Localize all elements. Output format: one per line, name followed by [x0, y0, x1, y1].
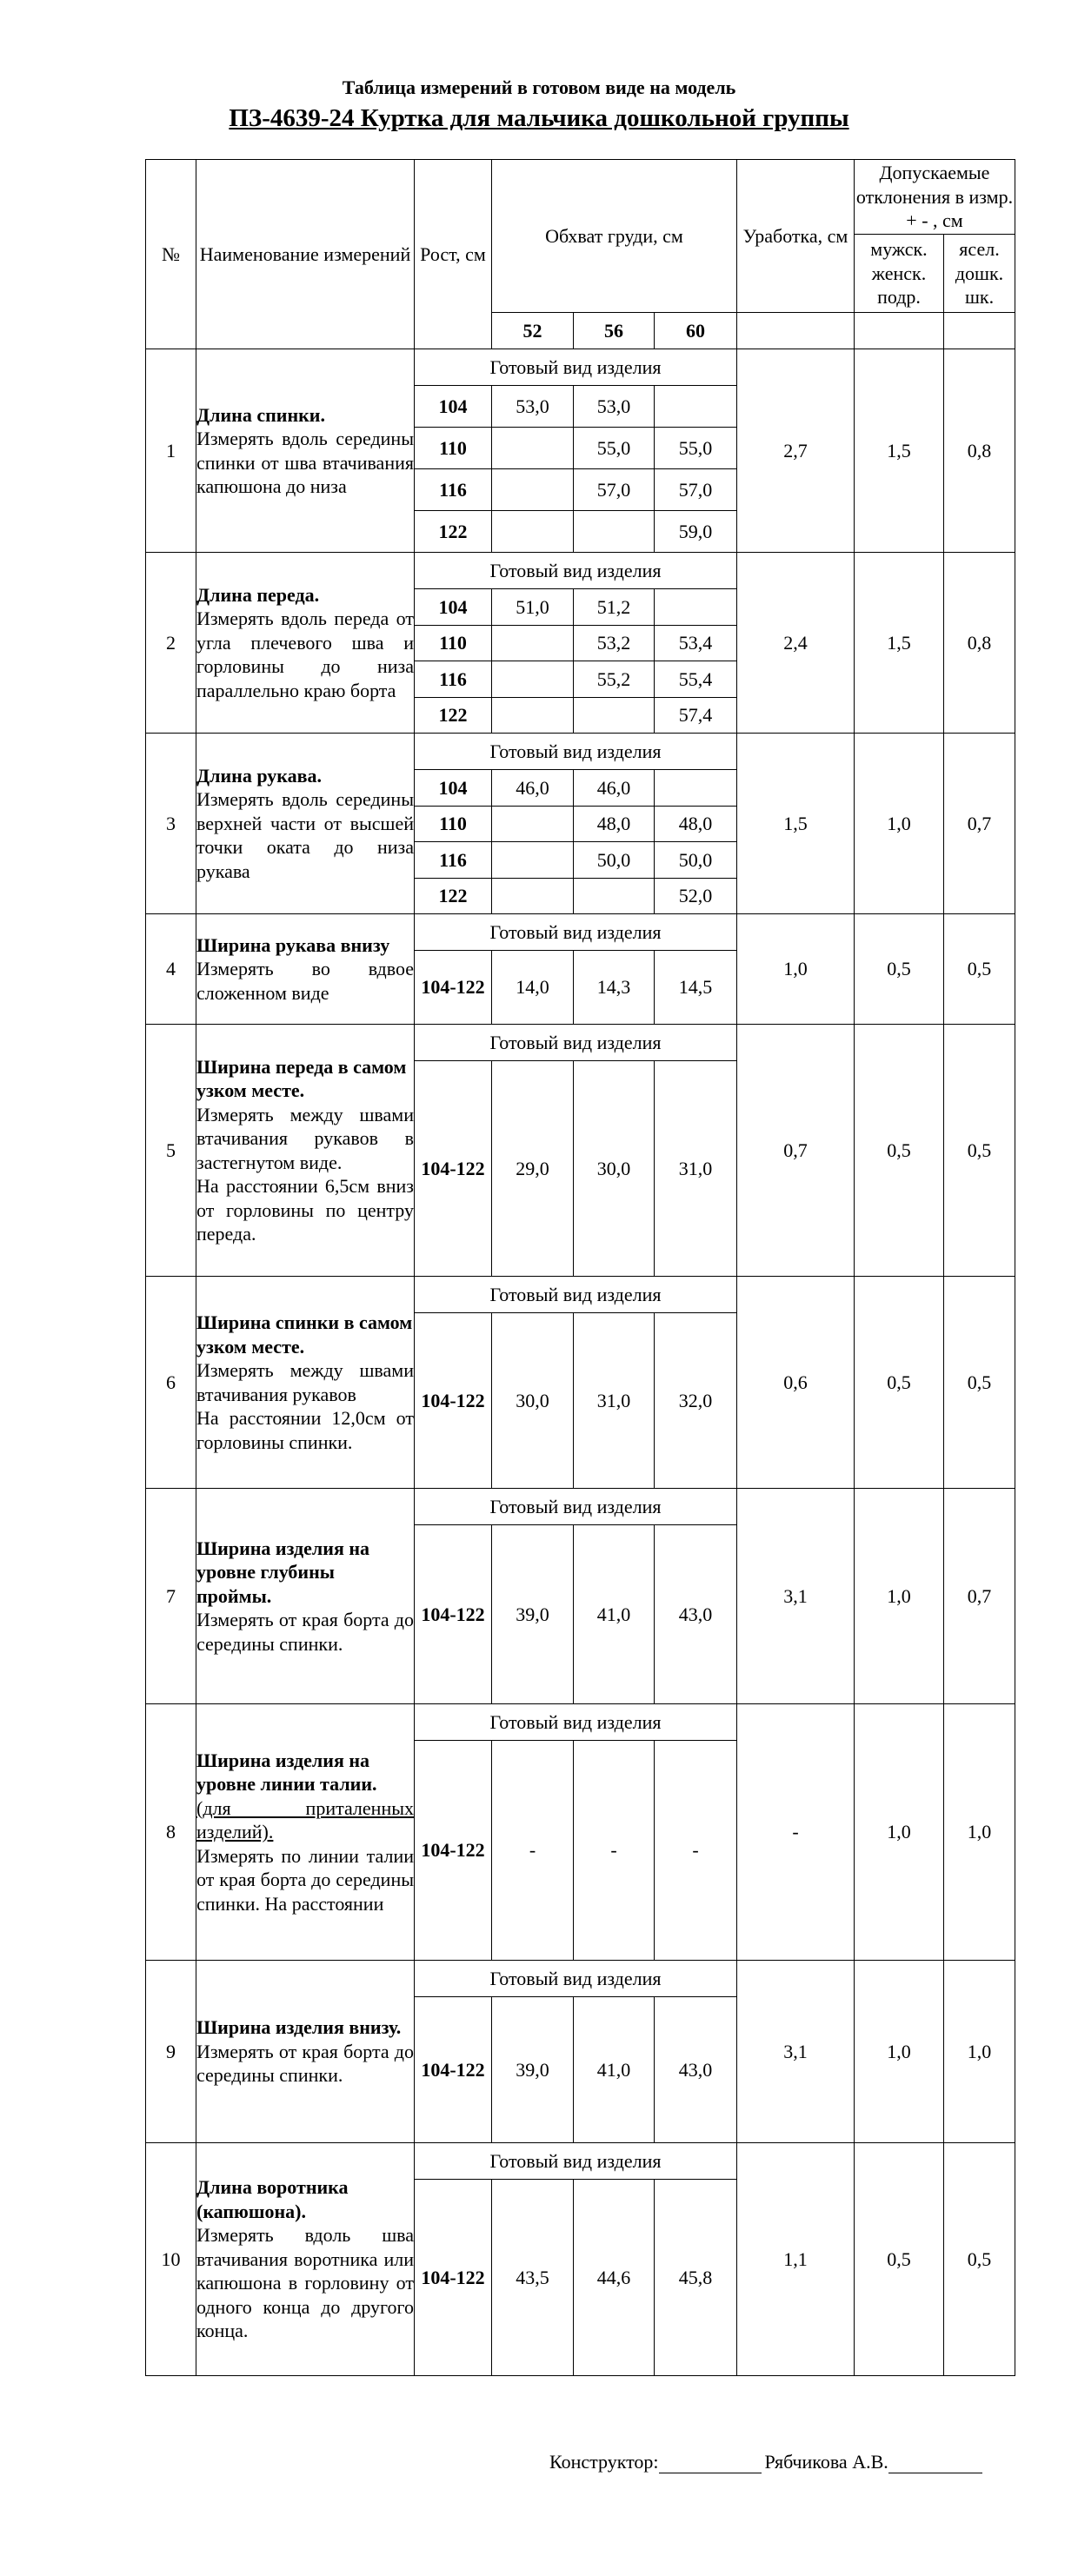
measurement-description [196, 1961, 415, 2143]
deviation-child-value: 0,7 [944, 734, 1015, 914]
deviation-child-value: 0,7 [944, 1489, 1015, 1704]
header-deviations: Допускаемые отклонения в измр. + - , см [855, 160, 1015, 235]
header-num: № [146, 160, 196, 349]
height-size: 110 [415, 625, 492, 661]
ready-product-label: Готовый вид изделия [415, 1277, 737, 1313]
deviation-adult-value: 1,5 [855, 553, 944, 734]
header-dev-child: ясел. дошк. шк. [944, 235, 1015, 313]
header-filler [855, 313, 944, 349]
measurement-value [574, 697, 655, 734]
measurement-value: - [492, 1741, 574, 1961]
measurement-value: 51,2 [574, 589, 655, 626]
ready-product-label: Готовый вид изделия [415, 1961, 737, 1997]
measurement-value: 30,0 [492, 1313, 574, 1489]
measurement-value [492, 842, 574, 879]
height-size: 110 [415, 806, 492, 842]
height-size: 116 [415, 469, 492, 511]
urabotka-value: - [737, 1704, 855, 1961]
measurement-value: 46,0 [492, 770, 574, 807]
measurement-instructions: Измерять по линии талии от края борта до середины спинки. На расстоянии [196, 1844, 414, 1915]
chest-size-56: 56 [574, 313, 655, 349]
table-row [146, 349, 1015, 386]
measurement-value: 57,4 [655, 697, 737, 734]
measurement-description [196, 734, 415, 914]
measurement-description [196, 2143, 415, 2376]
height-size: 110 [415, 428, 492, 469]
measurement-value [492, 428, 574, 469]
ready-product-label: Готовый вид изделия [415, 2143, 737, 2180]
measurement-value: - [655, 1741, 737, 1961]
measurement-value: 31,0 [574, 1313, 655, 1489]
header-name: Наименование измерений [196, 160, 415, 349]
table-row [146, 1025, 1015, 1061]
measurement-value: 30,0 [574, 1061, 655, 1277]
measurement-value: 55,0 [574, 428, 655, 469]
measurement-value [492, 625, 574, 661]
measurement-description [196, 1489, 415, 1704]
header-filler [737, 313, 855, 349]
deviation-adult-value: 0,5 [855, 1277, 944, 1489]
measurement-instructions: Измерять вдоль середины верхней части от высшей точки оката до низа рукава [196, 788, 414, 882]
table-row [146, 734, 1015, 770]
ready-product-label: Готовый вид изделия [415, 1025, 737, 1061]
measurement-value: 48,0 [574, 806, 655, 842]
measurement-note: (для приталенных изделий). [196, 1796, 414, 1843]
deviation-adult-value: 1,0 [855, 1489, 944, 1704]
measurement-value [574, 878, 655, 914]
table-row [146, 553, 1015, 589]
measurement-value: 59,0 [655, 511, 737, 553]
deviation-adult-value: 0,5 [855, 2143, 944, 2376]
row-number: 7 [146, 1489, 196, 1704]
measurements-table [145, 159, 1015, 2376]
measurement-value: 43,0 [655, 1997, 737, 2143]
measurement-name: Длина переда. [196, 583, 320, 606]
deviation-child-value: 0,5 [944, 2143, 1015, 2376]
urabotka-value: 0,6 [737, 1277, 855, 1489]
measurement-name: Ширина изделия на уровне линии талии. [196, 1749, 377, 1796]
height-size: 116 [415, 661, 492, 698]
urabotka-value: 1,1 [737, 2143, 855, 2376]
measurement-value: 41,0 [574, 1525, 655, 1704]
height-size: 104-122 [415, 1997, 492, 2143]
urabotka-value: 3,1 [737, 1489, 855, 1704]
deviation-child-value: 0,5 [944, 1025, 1015, 1277]
measurement-name: Ширина спинки в самом узком месте. [196, 1311, 413, 1358]
measurement-instructions: Измерять вдоль шва втачивания воротника или капюшона в горловину от одного конца до другого конца. [196, 2224, 414, 2342]
constructor-label: Конструктор: [549, 2451, 659, 2473]
deviation-adult-value: 1,0 [855, 734, 944, 914]
header-chest: Обхват груди, см [492, 160, 737, 313]
measurement-value [492, 661, 574, 698]
measurement-value [574, 511, 655, 553]
measurement-value: 45,8 [655, 2180, 737, 2376]
measurement-name: Длина рукава. [196, 764, 322, 787]
table-row [146, 1489, 1015, 1525]
measurement-instructions: Измерять от края борта до середины спинки. [196, 1609, 414, 1655]
measurement-name: Ширина рукава внизу [196, 933, 390, 956]
deviation-child-value: 1,0 [944, 1704, 1015, 1961]
table-row [146, 1704, 1015, 1741]
measurement-description [196, 1277, 415, 1489]
ready-product-label: Готовый вид изделия [415, 914, 737, 951]
height-size: 104 [415, 770, 492, 807]
height-size: 104-122 [415, 951, 492, 1025]
ready-product-label: Готовый вид изделия [415, 349, 737, 386]
row-number: 3 [146, 734, 196, 914]
height-size: 104 [415, 589, 492, 626]
measurement-description [196, 914, 415, 1025]
table-row [146, 2143, 1015, 2180]
signature-blank [659, 2453, 762, 2473]
measurement-value: 29,0 [492, 1061, 574, 1277]
urabotka-value: 2,4 [737, 553, 855, 734]
urabotka-value: 1,5 [737, 734, 855, 914]
row-number: 10 [146, 2143, 196, 2376]
measurement-value [655, 770, 737, 807]
row-number: 4 [146, 914, 196, 1025]
row-number: 2 [146, 553, 196, 734]
urabotka-value: 2,7 [737, 349, 855, 553]
measurement-name: Ширина изделия внизу. [196, 2016, 402, 2039]
table-row [146, 1961, 1015, 1997]
measurement-value: 52,0 [655, 878, 737, 914]
height-size: 104 [415, 386, 492, 428]
measurement-value: 46,0 [574, 770, 655, 807]
measurement-instructions-extra: На расстоянии 12,0см от горловины спинки. [196, 1407, 414, 1453]
height-size: 122 [415, 511, 492, 553]
deviation-adult-value: 1,5 [855, 349, 944, 553]
measurement-name: Ширина изделия на уровне глубины проймы. [196, 1537, 370, 1607]
measurement-instructions: Измерять между швами втачивания рукавов в застегнутом виде. [196, 1103, 414, 1173]
measurement-instructions: Измерять между швами втачивания рукавов [196, 1359, 414, 1405]
measurement-value: 53,0 [492, 386, 574, 428]
measurement-value: 53,0 [574, 386, 655, 428]
ready-product-label: Готовый вид изделия [415, 734, 737, 770]
measurement-value [492, 806, 574, 842]
measurement-value: 39,0 [492, 1525, 574, 1704]
measurement-value: - [574, 1741, 655, 1961]
measurement-value: 48,0 [655, 806, 737, 842]
measurement-value: 44,6 [574, 2180, 655, 2376]
measurement-description [196, 1704, 415, 1961]
height-size: 104-122 [415, 1525, 492, 1704]
measurement-value: 57,0 [574, 469, 655, 511]
ready-product-label: Готовый вид изделия [415, 1489, 737, 1525]
header-urabotka: Уработка, см [737, 160, 855, 313]
urabotka-value: 0,7 [737, 1025, 855, 1277]
measurement-description [196, 1025, 415, 1277]
table-row [146, 914, 1015, 951]
height-size: 116 [415, 842, 492, 879]
header-filler [944, 313, 1015, 349]
measurement-instructions: Измерять вдоль переда от угла плечевого шва и горловины до низа параллельно краю борта [196, 607, 414, 701]
measurement-value [655, 589, 737, 626]
deviation-child-value: 0,8 [944, 553, 1015, 734]
measurement-value: 31,0 [655, 1061, 737, 1277]
urabotka-value: 3,1 [737, 1961, 855, 2143]
measurement-value: 55,4 [655, 661, 737, 698]
measurement-name: Длина спинки. [196, 403, 325, 426]
measurement-value: 53,2 [574, 625, 655, 661]
deviation-adult-value: 1,0 [855, 1961, 944, 2143]
measurement-description [196, 553, 415, 734]
measurement-instructions: Измерять от края борта до середины спинки. [196, 2040, 414, 2087]
measurement-value: 50,0 [655, 842, 737, 879]
measurement-value [492, 878, 574, 914]
measurement-value: 55,2 [574, 661, 655, 698]
deviation-child-value: 0,5 [944, 914, 1015, 1025]
document-title: Таблица измерений в готовом виде на модель [342, 76, 736, 98]
chest-size-60: 60 [655, 313, 737, 349]
measurement-value: 53,4 [655, 625, 737, 661]
ready-product-label: Готовый вид изделия [415, 553, 737, 589]
measurement-instructions: Измерять во вдвое сложенном виде [196, 958, 414, 1004]
measurement-value: 14,0 [492, 951, 574, 1025]
measurement-value: 43,0 [655, 1525, 737, 1704]
measurement-value: 43,5 [492, 2180, 574, 2376]
measurement-name: Ширина переда в самом узком месте. [196, 1055, 407, 1101]
measurement-value: 14,5 [655, 951, 737, 1025]
measurement-value: 32,0 [655, 1313, 737, 1489]
row-number: 9 [146, 1961, 196, 2143]
header-dev-adult: мужск. женск. подр. [855, 235, 944, 313]
measurement-instructions-extra: На расстоянии 6,5см вниз от горловины по центру переда. [196, 1175, 414, 1245]
deviation-child-value: 0,5 [944, 1277, 1015, 1489]
height-size: 122 [415, 878, 492, 914]
deviation-child-value: 0,8 [944, 349, 1015, 553]
row-number: 5 [146, 1025, 196, 1277]
measurement-value: 39,0 [492, 1997, 574, 2143]
measurement-value: 14,3 [574, 951, 655, 1025]
height-size: 104-122 [415, 2180, 492, 2376]
row-number: 1 [146, 349, 196, 553]
measurement-value: 50,0 [574, 842, 655, 879]
measurement-value: 57,0 [655, 469, 737, 511]
deviation-adult-value: 0,5 [855, 1025, 944, 1277]
height-size: 104-122 [415, 1313, 492, 1489]
measurement-name: Длина воротника (капюшона). [196, 2176, 349, 2222]
deviation-adult-value: 1,0 [855, 1704, 944, 1961]
measurement-value: 55,0 [655, 428, 737, 469]
constructor-name: Рябчикова А.В. [764, 2451, 888, 2473]
row-number: 6 [146, 1277, 196, 1489]
signature-blank-end [888, 2453, 982, 2473]
measurement-value: 41,0 [574, 1997, 655, 2143]
height-size: 104-122 [415, 1061, 492, 1277]
measurement-value [492, 469, 574, 511]
height-size: 122 [415, 697, 492, 734]
measurement-value [655, 386, 737, 428]
row-number: 8 [146, 1704, 196, 1961]
height-size: 104-122 [415, 1741, 492, 1961]
urabotka-value: 1,0 [737, 914, 855, 1025]
measurement-description [196, 349, 415, 553]
document-subtitle [0, 104, 1078, 133]
table-row [146, 1277, 1015, 1313]
measurement-value [492, 511, 574, 553]
chest-size-52: 52 [492, 313, 574, 349]
deviation-adult-value: 0,5 [855, 914, 944, 1025]
deviation-child-value: 1,0 [944, 1961, 1015, 2143]
measurement-instructions: Измерять вдоль середины спинки от шва втачивания капюшона до низа [196, 428, 414, 497]
document-subtitle-text: ПЗ-4639-24 Куртка для мальчика дошкольной группы [229, 104, 849, 132]
measurement-value: 51,0 [492, 589, 574, 626]
ready-product-label: Готовый вид изделия [415, 1704, 737, 1741]
header-rost: Рост, см [415, 160, 492, 349]
signature-line [549, 2451, 982, 2473]
measurement-value [492, 697, 574, 734]
